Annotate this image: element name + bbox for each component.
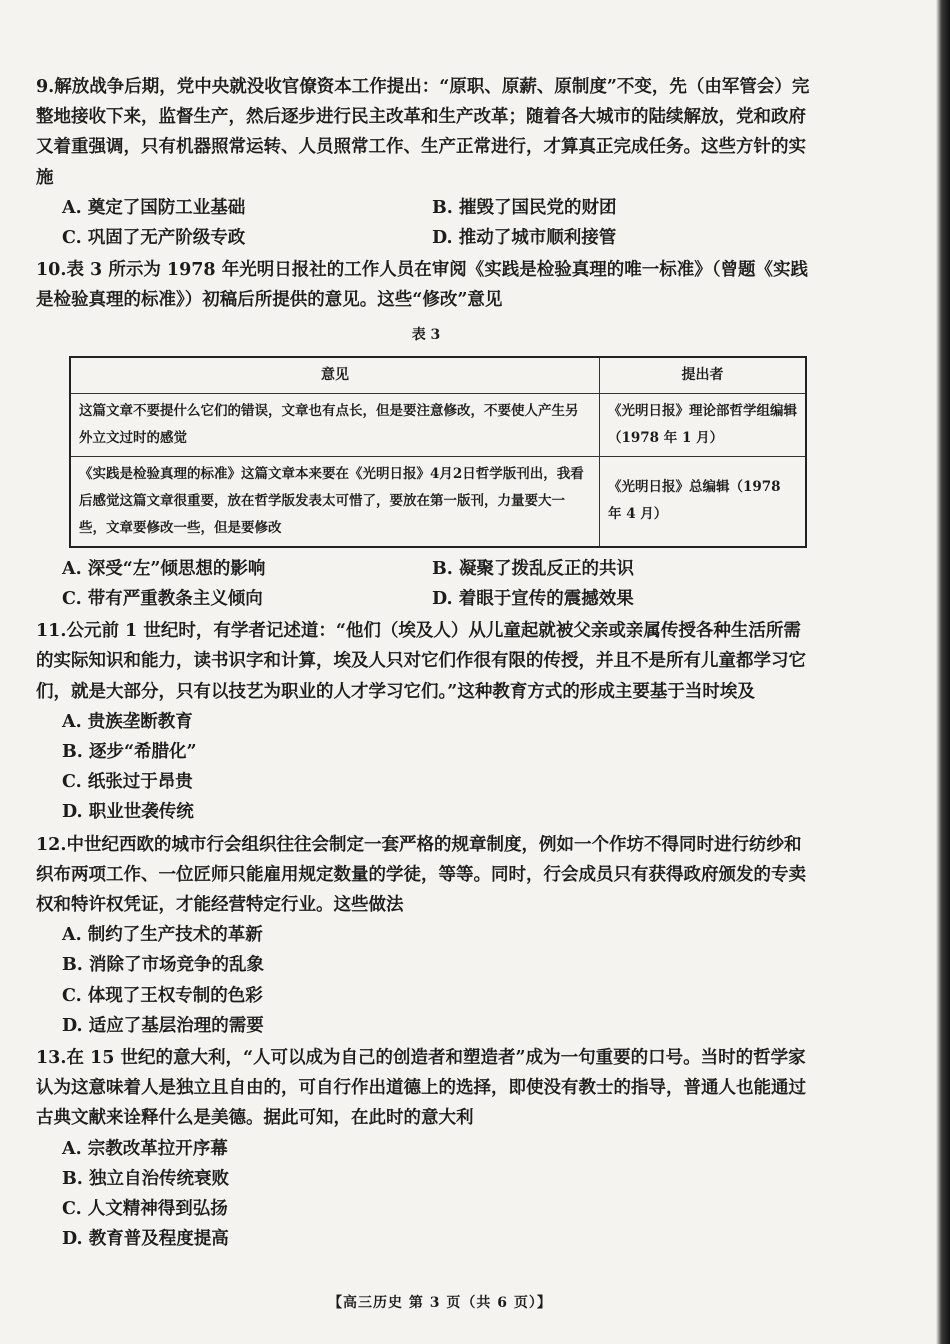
question-12 bbox=[36, 830, 816, 1041]
exam-page bbox=[36, 72, 816, 1257]
question-10 bbox=[36, 255, 816, 614]
question-13 bbox=[36, 1043, 816, 1254]
question-number: 10. bbox=[36, 260, 67, 281]
option-c: C. 纸张过于昂贵 bbox=[62, 772, 193, 793]
page-edge-shadow bbox=[936, 0, 950, 1344]
question-11 bbox=[36, 616, 816, 827]
option-a: A. 奠定了国防工业基础 bbox=[62, 197, 246, 218]
table-header-author: 提出者 bbox=[600, 357, 807, 394]
page-footer: 【高三历史 第 3 页（共 6 页）】 bbox=[328, 1295, 552, 1311]
opinion-table bbox=[69, 356, 807, 548]
table-cell-author: 《光明日报》理论部哲学组编辑（1978 年 1 月） bbox=[600, 393, 807, 456]
option-b: B. 逐步“希腊化” bbox=[62, 742, 197, 763]
option-c: C. 人文精神得到弘扬 bbox=[62, 1199, 228, 1220]
option-d: D. 着眼于宣传的震撼效果 bbox=[432, 589, 634, 610]
option-d: D. 教育普及程度提高 bbox=[62, 1229, 229, 1250]
question-number: 9. bbox=[36, 77, 55, 97]
option-b: B. 消除了市场竞争的乱象 bbox=[62, 955, 264, 976]
option-a: A. 宗教改革拉开序幕 bbox=[62, 1138, 228, 1159]
question-number: 13. bbox=[36, 1048, 67, 1069]
option-c: C. 体现了王权专制的色彩 bbox=[62, 985, 263, 1006]
option-d: D. 适应了基层治理的需要 bbox=[62, 1015, 264, 1036]
question-number: 11. bbox=[36, 621, 67, 642]
question-9 bbox=[36, 72, 816, 253]
option-b: B. 独立自治传统衰败 bbox=[62, 1168, 229, 1189]
option-c: C. 带有严重教条主义倾向 bbox=[62, 589, 263, 610]
question-number: 12. bbox=[36, 834, 67, 855]
option-d: D. 职业世袭传统 bbox=[62, 802, 194, 823]
table-caption: 表 3 bbox=[411, 326, 441, 343]
question-stem: 在 15 世纪的意大利，“人可以成为自己的创造者和塑造者”成为一句重要的口号。当时的哲学家认为这意味着人是独立且自由的，可自行作出道德上的选择，即使没有教士的指导，普通人也能通过古典文献来诠释什么是美德。据此可知，在此时的意大利 bbox=[36, 1048, 806, 1129]
option-a: A. 制约了生产技术的革新 bbox=[62, 925, 263, 946]
table-row bbox=[70, 456, 806, 547]
table-cell-opinion: 这篇文章不要提什么它们的错误，文章也有点长，但是要注意修改，不要使人产生另外立文过时的感觉 bbox=[70, 393, 600, 456]
table-row bbox=[70, 393, 806, 456]
option-b: B. 摧毁了国民党的财团 bbox=[432, 197, 617, 218]
option-b: B. 凝聚了拨乱反正的共识 bbox=[432, 558, 634, 579]
option-d: D. 推动了城市顺利接管 bbox=[432, 228, 617, 249]
question-stem: 公元前 1 世纪时，有学者记述道：“他们（埃及人）从儿童起就被父亲或亲属传授各种生活所需的实际知识和能力，读书识字和计算，埃及人只对它们作很有限的传授，并且不是所有儿童都学习它们，就是大部分，只有以技艺为职业的人才学习它们。”这种教育方式的形成主要基于当时埃及 bbox=[36, 621, 806, 702]
question-stem: 解放战争后期，党中央就没收官僚资本工作提出：“原职、原薪、原制度”不变，先（由军管会）完整地接收下来，监督生产，然后逐步进行民主改革和生产改革；随着各大城市的陆续解放，党和政府又着重强调，只有机器照常运转、人员照常工作、生产正常进行，才算真正完成任务。这些方针的实施 bbox=[36, 77, 810, 188]
question-stem: 中世纪西欧的城市行会组织往往会制定一套严格的规章制度，例如一个作坊不得同时进行纺纱和织布两项工作、一位匠师只能雇用规定数量的学徒，等等。同时，行会成员只有获得政府颁发的专卖权和特许权凭证，才能经营特定行业。这些做法 bbox=[36, 834, 806, 916]
option-c: C. 巩固了无产阶级专政 bbox=[62, 228, 246, 249]
option-a: A. 贵族垄断教育 bbox=[62, 711, 193, 732]
table-cell-author: 《光明日报》总编辑（1978 年 4 月） bbox=[600, 456, 807, 547]
question-stem: 表 3 所示为 1978 年光明日报社的工作人员在审阅《实践是检验真理的唯一标准》（曾题《实践是检验真理的标准》）初稿后所提供的意见。这些“修改”意见 bbox=[36, 260, 808, 311]
option-a: A. 深受“左”倾思想的影响 bbox=[62, 558, 266, 579]
table-cell-opinion: 《实践是检验真理的标准》这篇文章本来要在《光明日报》4月2日哲学版刊出，我看后感觉这篇文章很重要，放在哲学版发表太可惜了，要放在第一版刊，力量要大一些，文章要修改一些，但是要修改 bbox=[70, 456, 600, 547]
table-header-opinion: 意见 bbox=[70, 357, 600, 394]
